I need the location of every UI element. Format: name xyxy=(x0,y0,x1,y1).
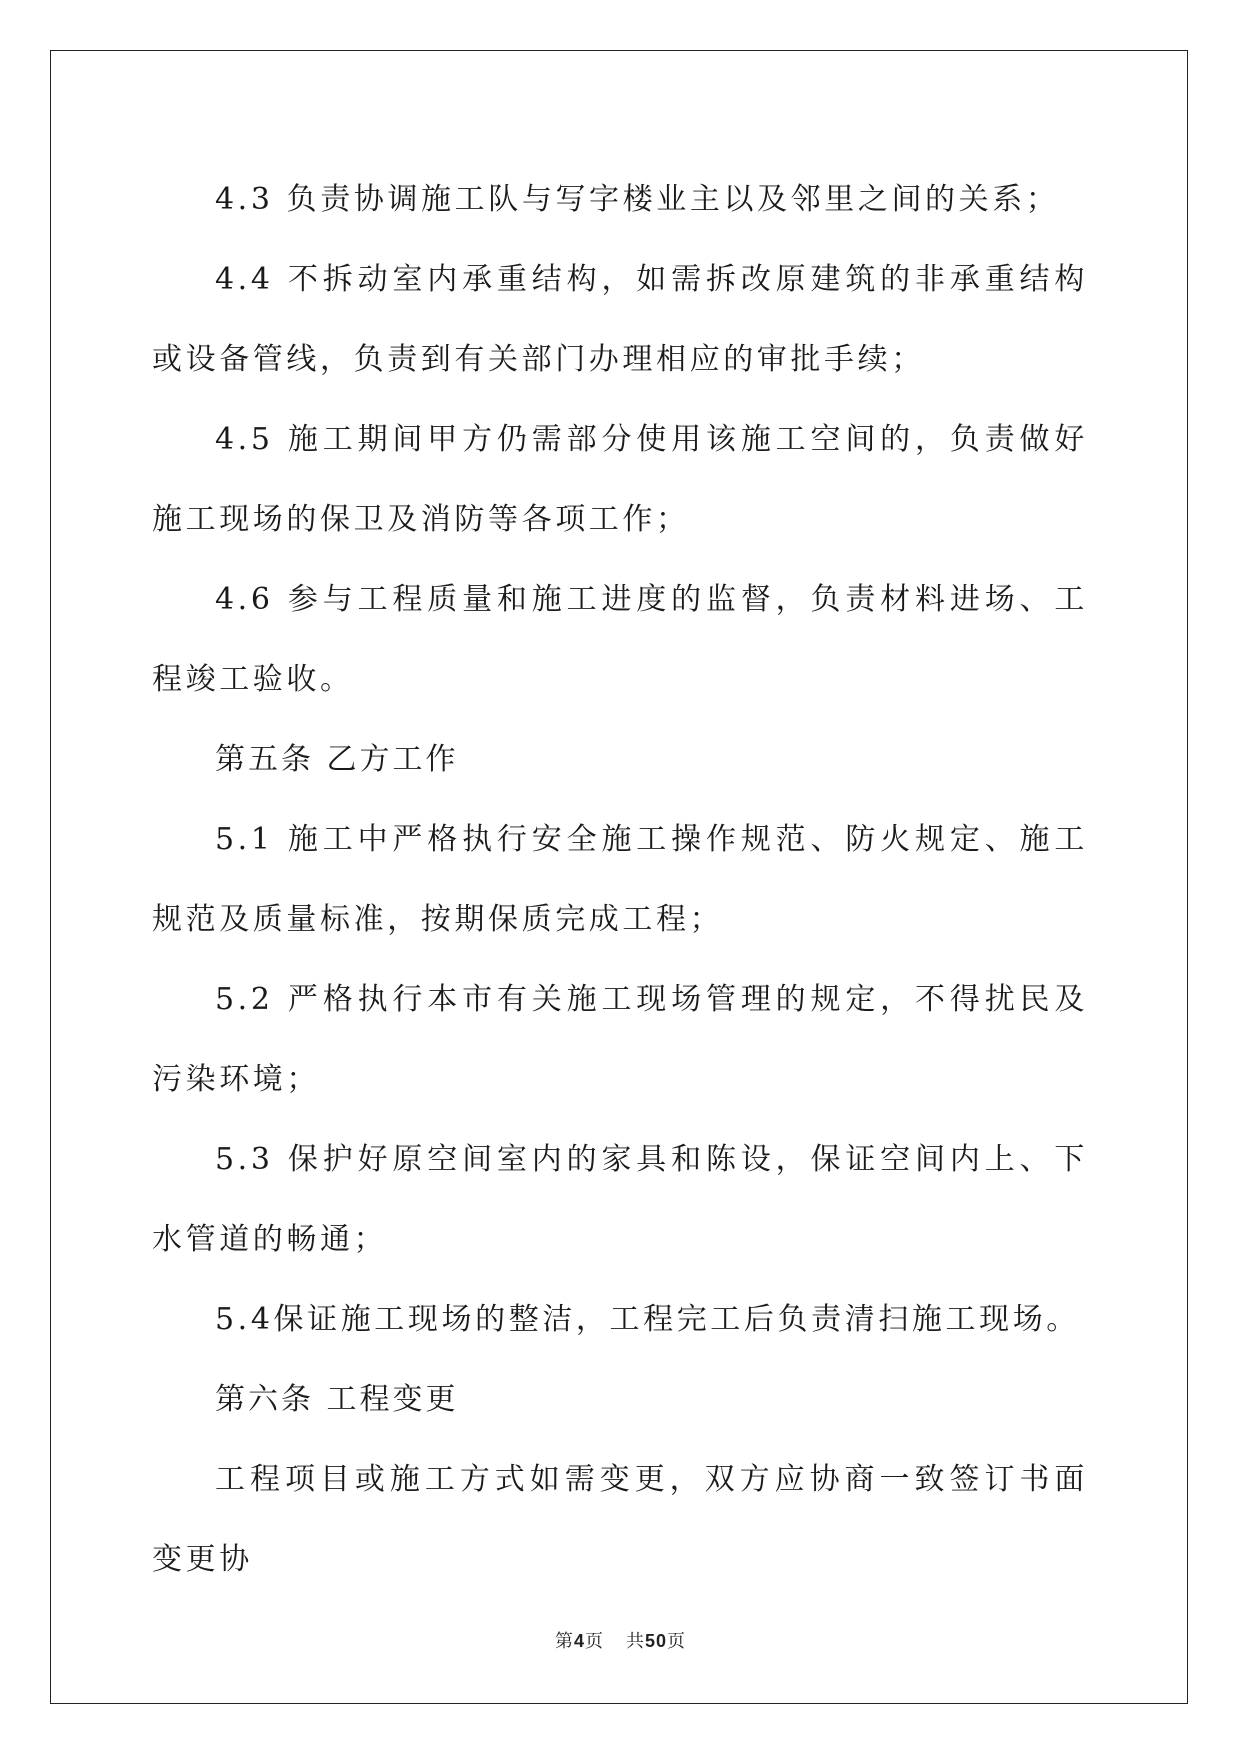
total-page-count: 50 xyxy=(644,1631,668,1651)
clause-4-5: 4.5 施工期间甲方仍需部分使用该施工空间的，负责做好施工现场的保卫及消防等各项工作； xyxy=(152,422,1088,537)
total-prefix: 共 xyxy=(625,1631,645,1652)
clause-4-6: 4.6 参与工程质量和施工进度的监督，负责材料进场、工程竣工验收。 xyxy=(152,582,1088,697)
page-suffix: 页 xyxy=(584,1631,604,1652)
page-footer xyxy=(0,1627,1241,1653)
document-body xyxy=(152,160,1088,1600)
article-6-heading: 第六条 工程变更 xyxy=(215,1382,459,1417)
current-page-number: 4 xyxy=(573,1631,585,1651)
article-5-heading: 第五条 乙方工作 xyxy=(215,742,459,777)
total-suffix: 页 xyxy=(667,1631,687,1652)
article-6-text: 工程项目或施工方式如需变更，双方应协商一致签订书面变更协 xyxy=(152,1462,1088,1577)
clause-5-1: 5.1 施工中严格执行安全施工操作规范、防火规定、施工规范及质量标准，按期保质完成工程； xyxy=(152,822,1088,937)
clause-4-4: 4.4 不拆动室内承重结构，如需拆改原建筑的非承重结构或设备管线，负责到有关部门办理相应的审批手续； xyxy=(152,262,1088,377)
page-prefix: 第 xyxy=(554,1631,574,1652)
clause-5-3: 5.3 保护好原空间室内的家具和陈设，保证空间内上、下水管道的畅通； xyxy=(152,1142,1088,1257)
clause-4-3: 4.3 负责协调施工队与写字楼业主以及邻里之间的关系； xyxy=(215,182,1060,217)
clause-5-2: 5.2 严格执行本市有关施工现场管理的规定，不得扰民及污染环境； xyxy=(152,982,1088,1097)
clause-5-4: 5.4保证施工现场的整洁，工程完工后负责清扫施工现场。 xyxy=(215,1302,1080,1337)
